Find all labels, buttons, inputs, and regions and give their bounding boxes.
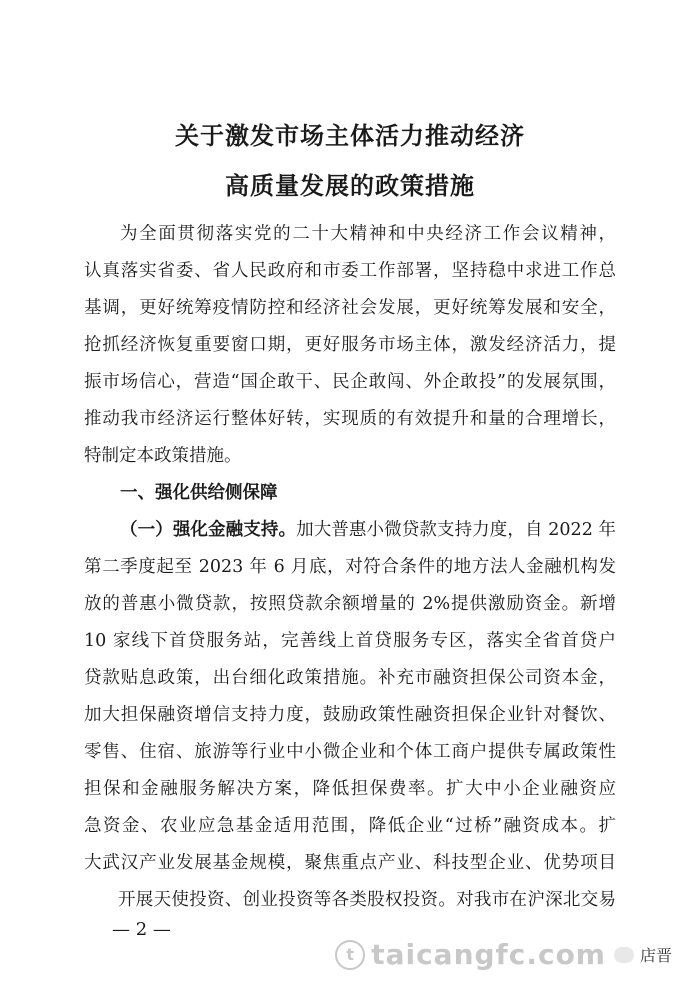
- watermark-brand: 店晋: [639, 946, 672, 965]
- item-label: （一）强化金融支持。: [120, 520, 297, 540]
- intro-line: 抢抓经济恢复重要窗口期，更好服务市场主体，激发经济活力，提: [84, 335, 616, 355]
- intro-line: 认真落实省委、省人民政府和市委工作部署，坚持稳中求进工作总: [84, 261, 616, 281]
- page-number: — 2 —: [112, 919, 171, 940]
- intro-line: 推动我市经济运行整体好转，实现质的有效提升和量的合理增长，: [84, 409, 616, 429]
- intro-line: 振市场信心，营造“国企敢干、民企敢闯、外企敢投”的发展氛围，: [84, 372, 616, 392]
- item-line: 大武汉产业发展基金规模，聚焦重点产业、科技型企业、优势项目: [84, 853, 616, 873]
- item-line: 加大担保融资增信支持力度，鼓励政策性融资担保企业针对餐饮、: [84, 705, 616, 725]
- item-line: 担保和金融服务解决方案，降低担保费率。扩大中小企业融资应: [84, 779, 616, 799]
- watermark-logo-icon: t: [335, 940, 365, 970]
- item-line: 开展天使投资、创业投资等各类股权投资。对我市在沪深北交易: [118, 890, 616, 910]
- intro-line: 基调，更好统筹疫情防控和经济社会发展，更好统筹发展和安全，: [84, 298, 616, 318]
- item-line: 急资金、农业应急基金适用范围，降低企业“过桥”融资成本。扩: [84, 816, 616, 836]
- section-heading: 一、强化供给侧保障: [120, 483, 278, 503]
- item-line: 放的普惠小微贷款，按照贷款余额增量的 2%提供激励资金。新增: [84, 594, 616, 614]
- item-first-line: [120, 518, 616, 542]
- item-first-text: 加大普惠小微贷款支持力度，自 2022 年: [296, 520, 616, 540]
- watermark-text: taicangfc.com: [371, 938, 606, 971]
- chat-bubble-icon: [614, 947, 634, 963]
- item-line: 零售、住宿、旅游等行业中小微企业和个体工商户提供专属政策性: [84, 742, 616, 762]
- item-line: 10 家线下首贷服务站，完善线上首贷服务专区，落实全省首贷户: [84, 631, 616, 651]
- document-title-line-2: 高质量发展的政策措施: [225, 171, 475, 200]
- document-title-line-1: 关于激发市场主体活力推动经济: [175, 121, 525, 150]
- item-line: 贷款贴息政策，出台细化政策措施。补充市融资担保公司资本金，: [84, 668, 616, 688]
- intro-line: 特制定本政策措施。: [84, 446, 242, 466]
- item-line: 第二季度起至 2023 年 6 月底，对符合条件的地方法人金融机构发: [84, 557, 616, 577]
- watermark: [335, 938, 672, 971]
- intro-line: 为全面贯彻落实党的二十大精神和中央经济工作会议精神，: [120, 224, 616, 244]
